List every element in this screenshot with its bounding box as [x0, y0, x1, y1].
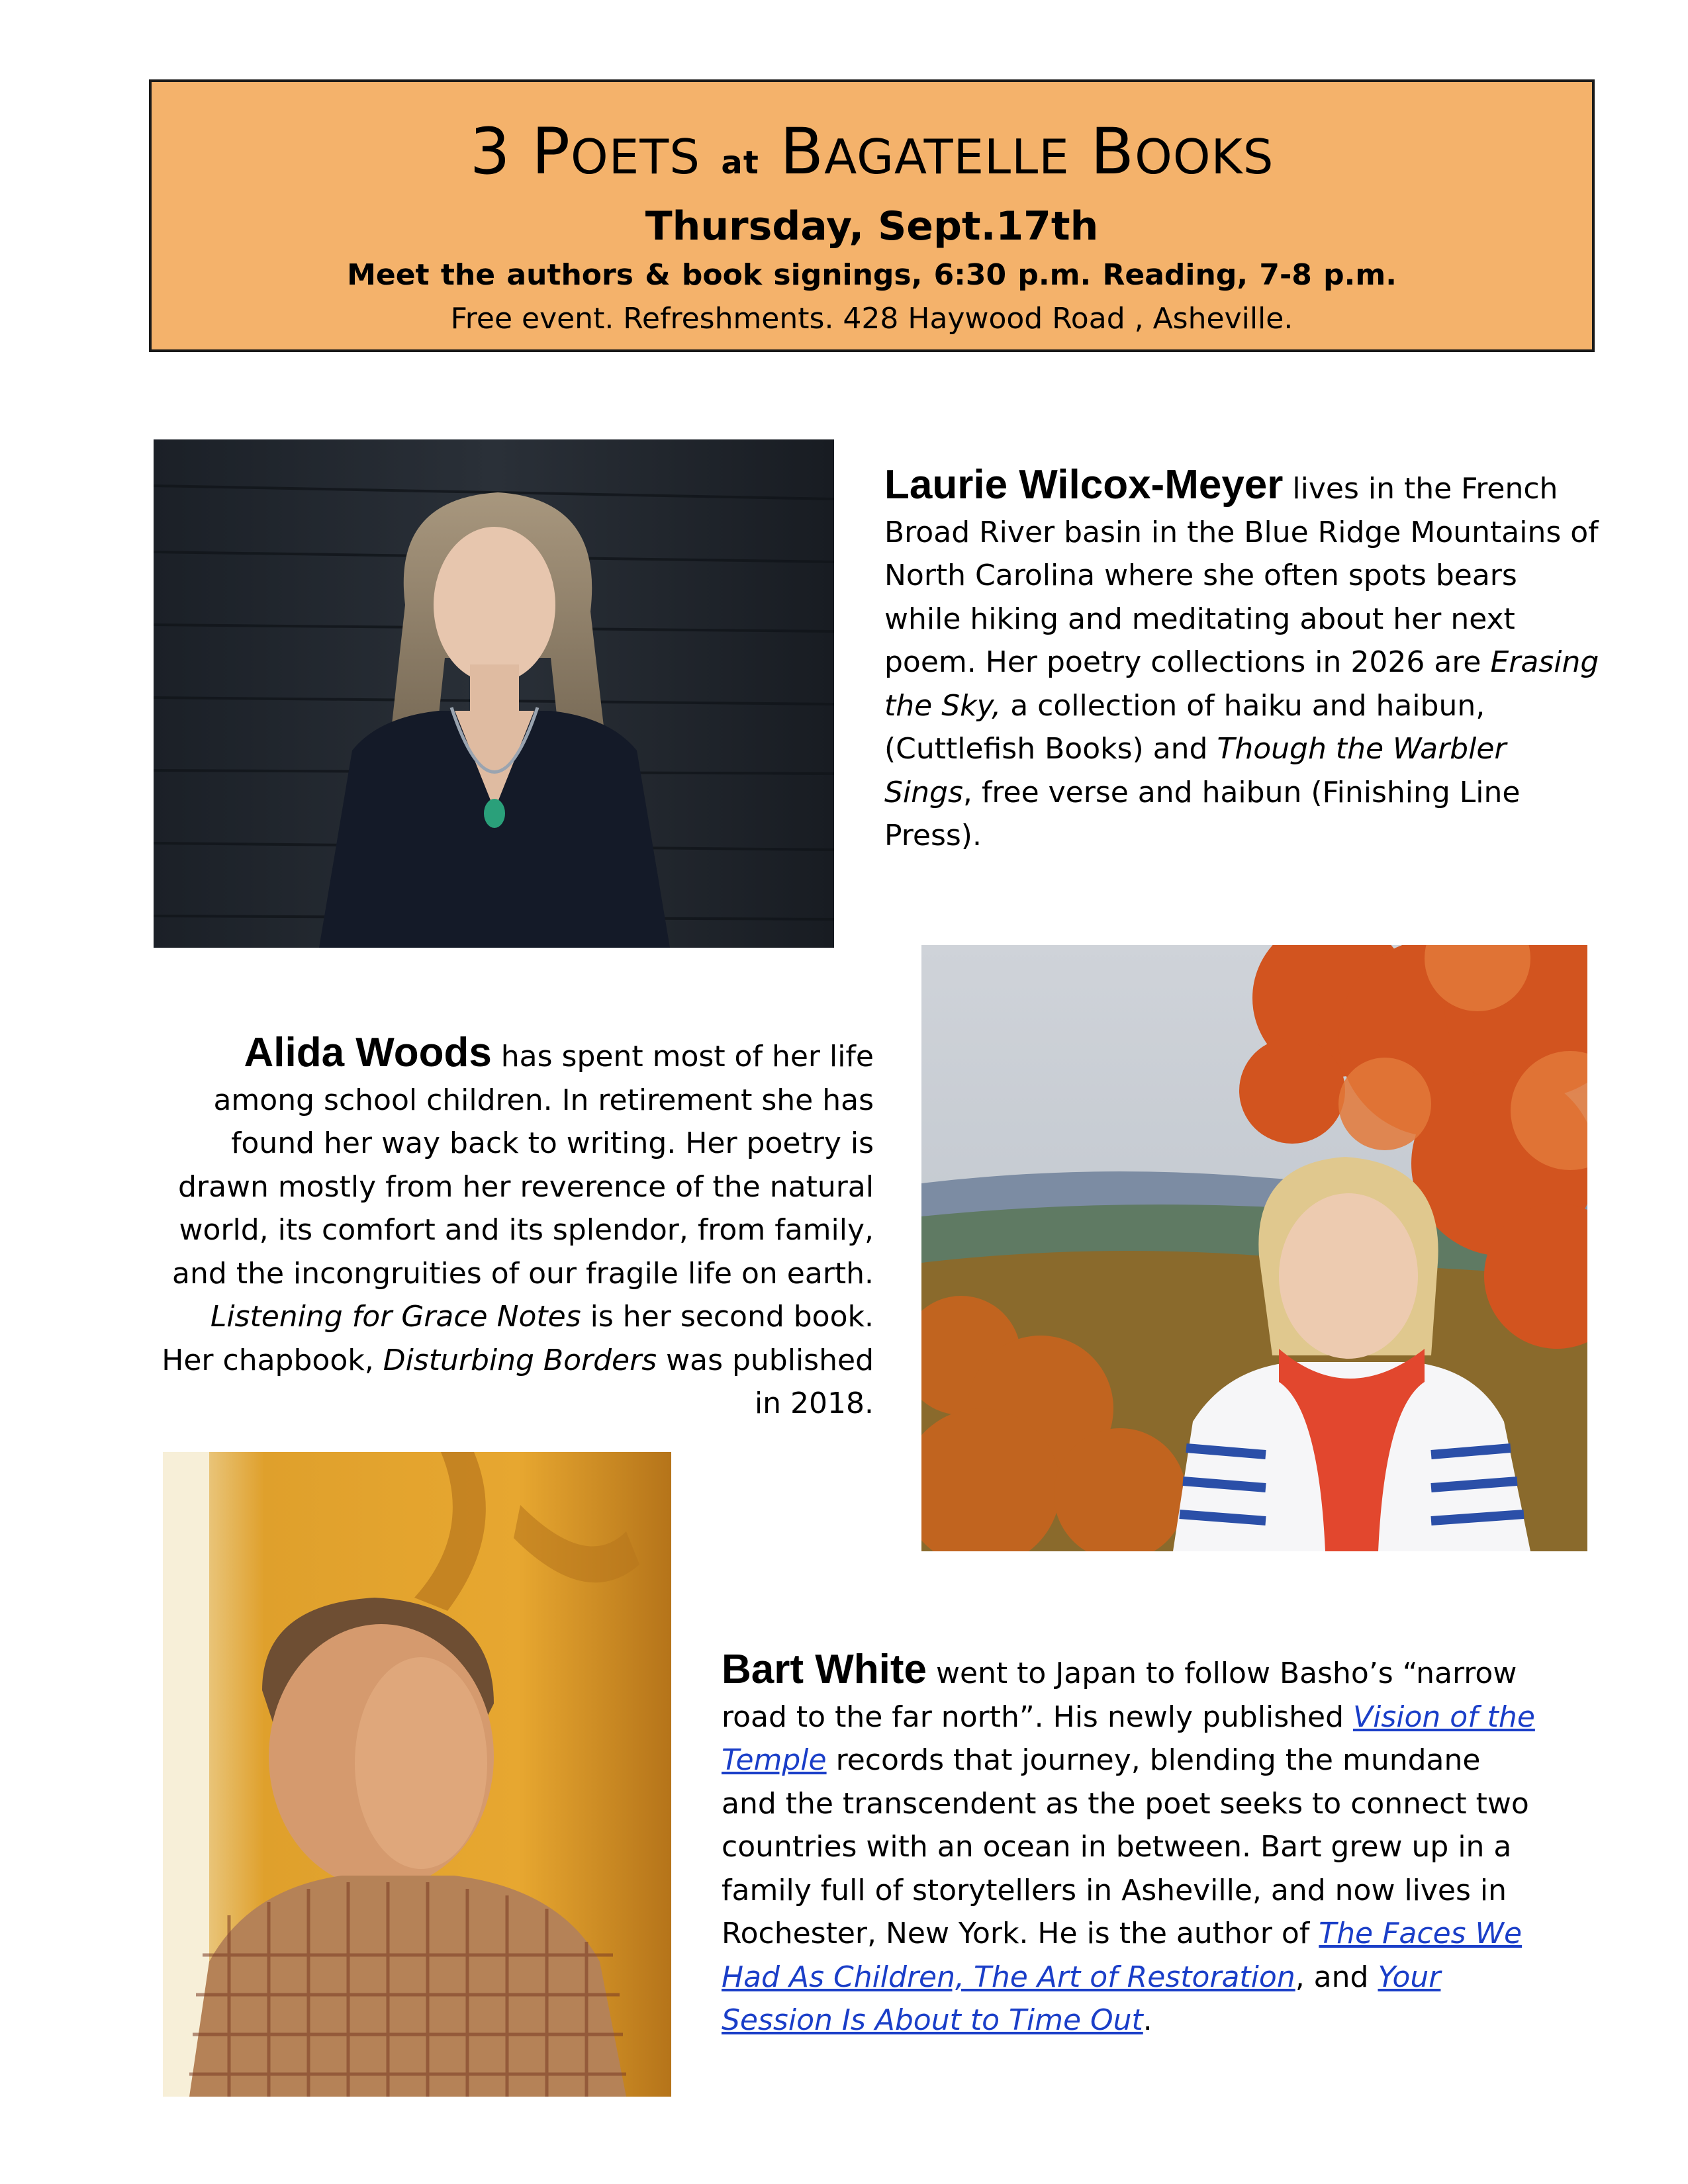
laurie-photo — [154, 439, 834, 948]
laurie-bio-text: a collection of haiku and haibun, (Cuttlefish Books) and — [884, 688, 1485, 766]
bart-photo — [163, 1452, 671, 2097]
bart-bio-text: went to Japan to follow Basho’s “narrow road to the far north”. His newly published — [722, 1657, 1517, 1734]
event-title — [152, 115, 1592, 199]
laurie-bio-text: lives in the French Broad River basin in the Blue Ridge Mountains of North Carolina where she often spots bears while hiking and meditating about her next poem. Her poetry collections in 2026 are — [884, 472, 1599, 679]
title-number: 3 — [469, 114, 511, 189]
event-venue: Free event. Refreshments. 428 Haywood Road , Asheville. — [450, 302, 1293, 336]
laurie-bio-text: , free verse and haibun (Finishing Line Press). — [884, 775, 1521, 852]
alida-book-1: Listening for Grace Notes — [210, 1300, 581, 1334]
laurie-bio — [884, 463, 1599, 858]
alida-bio — [159, 1031, 874, 1426]
title-word-1-initial: P — [532, 114, 571, 189]
bart-bio — [722, 1648, 1542, 2042]
laurie-name: Laurie Wilcox-Meyer — [884, 462, 1284, 508]
laurie-book-1: Erasing the Sky, — [884, 645, 1599, 723]
bart-bio-text: . — [1143, 2003, 1152, 2037]
title-word-1-rest: OETS — [571, 129, 700, 185]
event-banner — [149, 79, 1595, 352]
alida-bio-text: in 2018. — [754, 1387, 874, 1420]
book-link-faces-art-of-restoration[interactable]: The Faces We Had As Children, The Art of Restoration — [722, 1917, 1523, 1994]
book-link-your-session[interactable]: Your Session Is About to Time Out — [722, 1960, 1441, 2037]
title-word-3-initial: B — [1090, 114, 1135, 189]
title-at: at — [721, 144, 759, 181]
title-word-2-rest: AGATELLE — [824, 129, 1070, 185]
event-date: Thursday, Sept.17th — [645, 203, 1099, 250]
alida-bio-text: was published — [657, 1343, 874, 1377]
alida-book-2: Disturbing Borders — [383, 1343, 657, 1377]
bart-bio-text: records that journey, blending the mundane and the transcendent as the poet seeks to connect two countries with an ocean in between. Bart grew up in a family full of storytellers in Asheville, and now lives in Rochester, New York. He is the author of — [722, 1743, 1529, 1950]
alida-name: Alida Woods — [244, 1030, 492, 1075]
title-word-2-initial: B — [780, 114, 825, 189]
alida-bio-text: is her second book. Her chapbook, — [162, 1300, 874, 1377]
alida-photo — [921, 945, 1587, 1551]
book-link-vision-of-the-temple[interactable]: Vision of the Temple — [722, 1700, 1535, 1777]
bart-bio-text: , and — [1295, 1960, 1378, 1994]
title-word-3-rest: OOKS — [1135, 129, 1274, 185]
event-times: Meet the authors & book signings, 6:30 p.m. Reading, 7-8 p.m. — [347, 258, 1397, 292]
bart-name: Bart White — [722, 1647, 927, 1692]
laurie-book-2: Though the Warbler Sings — [884, 732, 1507, 809]
alida-bio-text: has spent most of her life among school children. In retirement she has found her way back to writing. Her poetry is drawn mostly from her reverence of the natural world, its comfort and its splendor, from family, and the incongruities of our fragile life on earth. — [172, 1040, 874, 1291]
